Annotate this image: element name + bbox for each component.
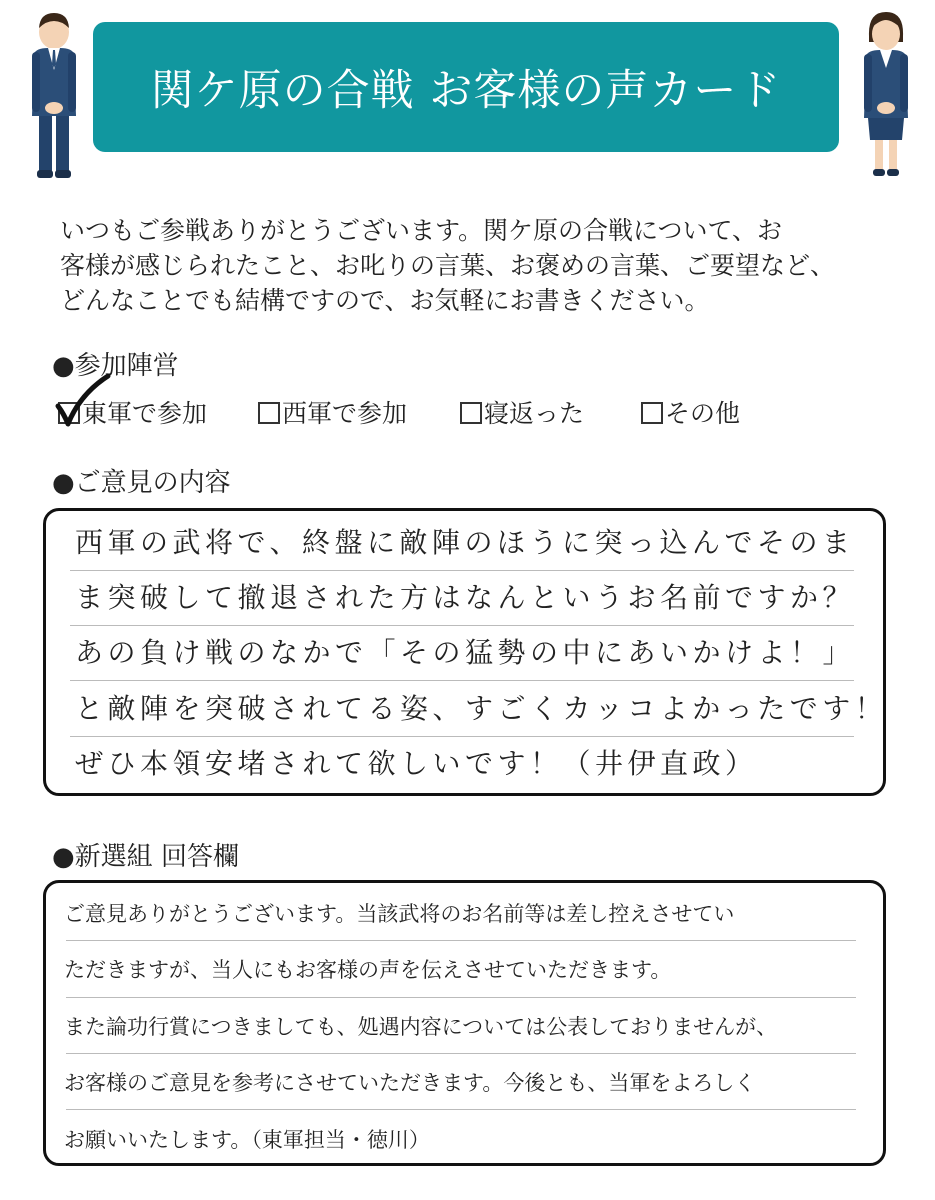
ruled-line [66,1053,856,1054]
opinion-line: と敵陣を突破されてる姿、すごくカッコよかったです！ [75,692,888,725]
camp-option-west[interactable] [258,394,407,430]
bowing-man-icon [26,8,82,180]
opinion-line: ぜひ本領安堵されて欲しいです！（井伊直政） [75,747,758,780]
header-banner [93,22,839,152]
ruled-line [70,625,854,626]
checkbox-other[interactable] [641,402,663,424]
ruled-line [66,1109,856,1110]
opinion-line: 西軍の武将で、終盤に敵陣のほうに突っ込んでそのま [75,526,855,559]
intro-line: いつもご参戦ありがとうございます。関ケ原の合戦について、お [60,216,783,245]
camp-option-other[interactable] [641,394,740,430]
bowing-woman-icon [858,8,914,180]
answer-line: お客様のご意見を参考にさせていただきます。今後とも、当軍をよろしく [64,1071,756,1095]
checkbox-defected[interactable] [460,402,482,424]
opinion-line: あの負け戦のなかで「その猛勢の中にあいかけよ！」 [75,636,856,669]
intro-text [60,213,900,318]
page-title: 関ケ原の合戦 お客様の声カード [150,65,782,116]
ruled-line [66,940,856,941]
opinion-line: ま突破して撤退された方はなんというお名前ですか？ [75,581,856,614]
camp-option-label: 西軍で参加 [282,399,408,428]
opinion-heading: ●ご意見の内容 [52,468,231,498]
answer-line: ただきますが、当人にもお客様の声を伝えさせていただきます。 [64,958,672,982]
ruled-line [70,570,854,571]
intro-line: どんなことでも結構ですので、お気軽にお書きください。 [60,286,710,315]
checkbox-west[interactable] [258,402,280,424]
camp-option-label: その他 [665,399,741,428]
ruled-line [70,736,854,737]
answer-line: また論功行賞につきましても、処遇内容については公表しておりませんが、 [64,1015,778,1039]
answer-line: お願いいたします。（東軍担当・徳川） [64,1128,430,1152]
ruled-line [70,680,854,681]
ruled-line [66,997,856,998]
intro-line: 客様が感じられたこと、お叱りの言葉、お褒めの言葉、ご要望など、 [60,251,836,280]
camp-option-defected[interactable] [460,394,584,430]
answer-heading: ●新選組 回答欄 [52,842,239,872]
camp-heading: ●参加陣営 [52,351,179,381]
checkmark-icon [52,372,112,432]
camp-option-label: 寝返った [484,399,585,428]
camp-option-label: 東軍で参加 [82,399,208,428]
answer-line: ご意見ありがとうございます。当該武将のお名前等は差し控えさせてい [64,902,735,926]
